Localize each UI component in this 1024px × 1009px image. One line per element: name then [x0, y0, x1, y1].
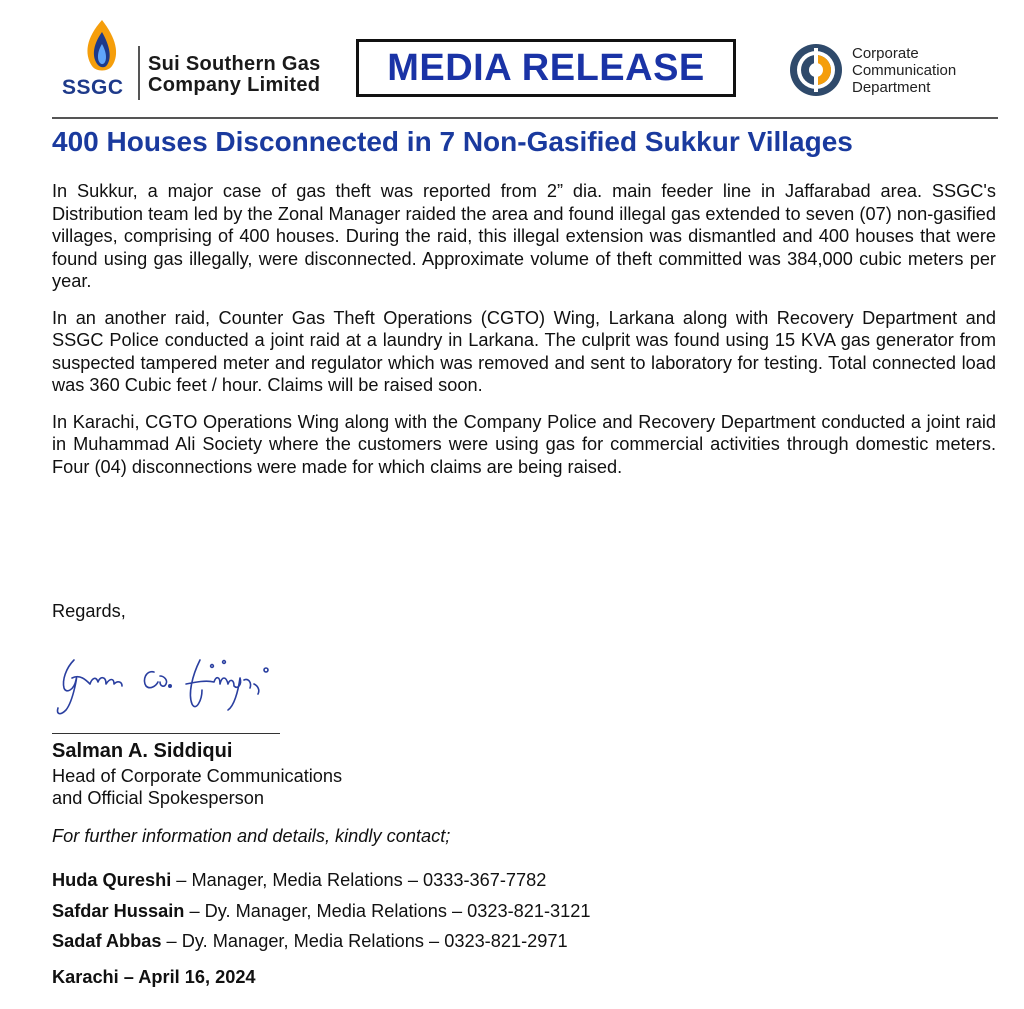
- contact-item: [52, 865, 591, 896]
- logo-divider: [138, 46, 140, 100]
- signer-block: [52, 740, 342, 810]
- department-line2: Communication: [852, 62, 957, 79]
- signer-title-line1: Head of Corporate Communications: [52, 765, 343, 786]
- contact-name: Sadaf Abbas: [52, 931, 162, 951]
- ssgc-logo: [62, 18, 332, 108]
- company-name: [148, 54, 321, 96]
- signer-title-line2: and Official Spokesperson: [52, 788, 264, 808]
- page-header: [52, 18, 998, 114]
- contact-item: [52, 926, 591, 957]
- company-name-line2: Company Limited: [148, 74, 321, 96]
- header-divider: [52, 117, 998, 119]
- paragraph: In Karachi, CGTO Operations Wing along with the Company Police and Recovery Department conducted a joint raid in Muhammad Ali Society where the customers were using gas for commercial activities through domestic meters. Four (04) disconnections were made for which claims are being raised.: [52, 411, 996, 477]
- paragraph: In an another raid, Counter Gas Theft Operations (CGTO) Wing, Larkana along with Recovery Department and SSGC Police conducted a joint raid at a laundry in Larkana. The culprit was found using 15 KVA gas generator from suspected tampered meter and regulator which was removed and sent to laboratory for testing. Total connected load was 360 Cubic feet / hour. Claims will be raised soon.: [52, 307, 996, 395]
- headline: 400 Houses Disconnected in 7 Non-Gasified Sukkur Villages: [52, 126, 853, 157]
- contact-details: – Dy. Manager, Media Relations – 0323-821-2971: [161, 931, 568, 951]
- department-name: [852, 45, 956, 96]
- media-release-title: MEDIA RELEASE: [387, 46, 705, 89]
- contact-details: – Manager, Media Relations – 0333-367-7782: [171, 870, 547, 890]
- contact-item: [52, 896, 591, 927]
- department-line1: Corporate: [852, 45, 919, 62]
- media-release-box: [356, 39, 736, 97]
- department-line3: Department: [852, 79, 931, 96]
- contact-name: Safdar Hussain: [52, 900, 185, 921]
- dateline: Karachi – April 16, 2024: [52, 967, 256, 987]
- ccd-logo: [788, 40, 998, 100]
- company-name-line1: Sui Southern Gas: [148, 53, 321, 75]
- article-body: [52, 180, 996, 492]
- regards: Regards,: [52, 601, 126, 621]
- contact-list: [52, 865, 591, 957]
- ccd-circle-icon: [788, 42, 844, 98]
- contact-name: Huda Qureshi: [52, 870, 172, 890]
- contact-intro: For further information and details, kindly contact;: [52, 826, 451, 846]
- handwritten-signature-icon: [52, 640, 292, 730]
- signer-name: Salman A. Siddiqui: [52, 740, 233, 762]
- ssgc-abbreviation: SSGC: [62, 76, 124, 99]
- contact-details: – Dy. Manager, Media Relations – 0323-821-3121: [184, 900, 591, 921]
- ssgc-flame-icon: [72, 18, 132, 78]
- signature-line: [52, 733, 280, 734]
- paragraph: In Sukkur, a major case of gas theft was reported from 2” dia. main feeder line in Jaffarabad area. SSGC's Distribution team led by the Zonal Manager raided the area and found illegal gas extended to seven (07) non-gasified villages, comprising of 400 houses. During the raid, this illegal extension was dismantled and 400 houses that were found using gas illegally, were disconnected. Approximate volume of theft committed was 384,000 cubic meters per year.: [52, 181, 996, 291]
